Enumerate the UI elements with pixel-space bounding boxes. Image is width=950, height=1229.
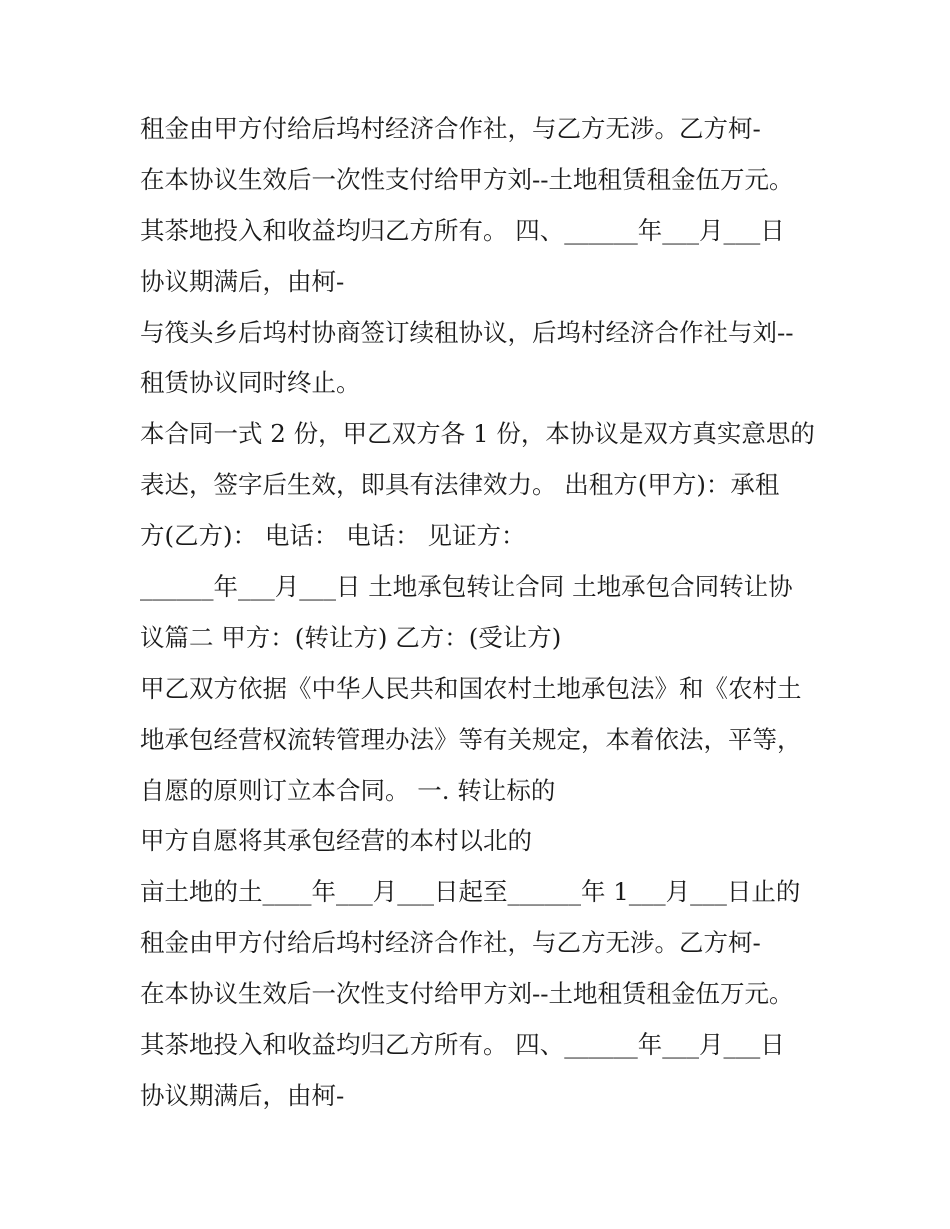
text-line-11: 议篇二 甲方：(转让方) 乙方：(受让方) [140, 622, 562, 652]
text-line-2: 在本协议生效后一次性支付给甲方刘--土地租赁租金伍万元。 [140, 164, 794, 194]
text-line-4: 协议期满后，由柯- [140, 266, 345, 296]
text-line-19: 其茶地投入和收益均归乙方所有。 四、______年___月___日 [140, 1030, 785, 1060]
text-line-3: 其茶地投入和收益均归乙方所有。 四、______年___月___日 [140, 215, 785, 245]
text-line-12: 甲乙双方依据《中华人民共和国农村土地承包法》和《农村土 [140, 673, 802, 703]
text-line-18: 在本协议生效后一次性支付给甲方刘--土地租赁租金伍万元。 [140, 979, 794, 1009]
text-line-10: ______年___月___日 土地承包转让合同 土地承包合同转让协 [140, 572, 793, 602]
text-line-8: 表达，签字后生效，即具有法律效力。 出租方(甲方)：承租 [140, 470, 780, 500]
text-line-14: 自愿的原则订立本合同。 一. 转让标的 [140, 775, 556, 805]
text-line-9: 方(乙方)： 电话： 电话： 见证方： [140, 521, 526, 551]
text-line-5: 与筏头乡后坞村协商签订续租协议，后坞村经济合作社与刘-- [140, 317, 794, 347]
text-line-20: 协议期满后，由柯- [140, 1080, 345, 1110]
text-line-1: 租金由甲方付给后坞村经济合作社，与乙方无涉。乙方柯- [140, 114, 761, 143]
text-line-6: 租赁协议同时终止。 [140, 368, 361, 398]
text-line-7: 本合同一式 2 份，甲乙双方各 1 份，本协议是双方真实意思的 [140, 419, 815, 449]
text-line-15: 甲方自愿将其承包经营的本村以北的 [140, 826, 532, 856]
text-line-17: 租金由甲方付给后坞村经济合作社，与乙方无涉。乙方柯- [140, 928, 761, 958]
text-line-13: 地承包经营权流转管理办法》等有关规定，本着依法，平等， [140, 724, 802, 754]
document-body [140, 104, 830, 1122]
text-line-16: 亩土地的土____年___月___日起至______年 1___月___日止的 [140, 877, 801, 907]
